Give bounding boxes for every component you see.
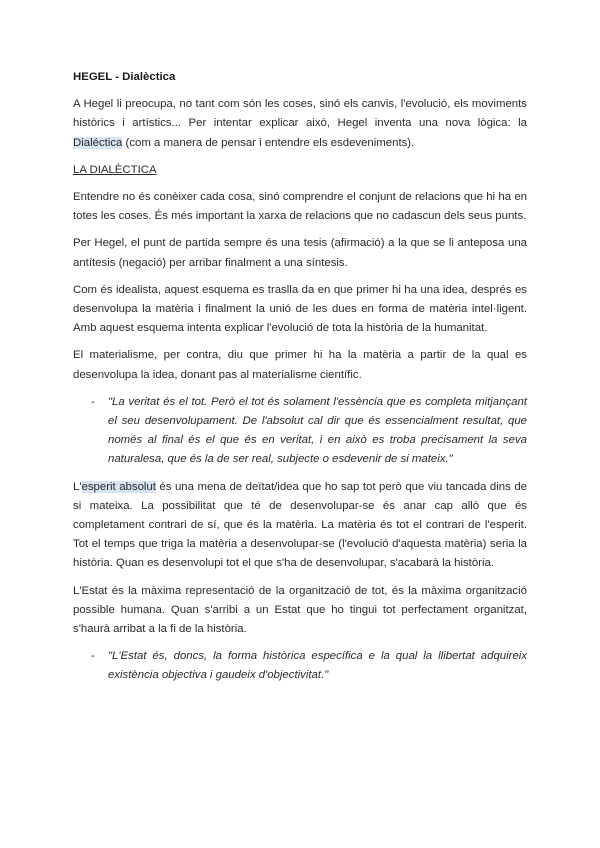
paragraph-idealista: Com és idealista, aquest esquema es traslla da en que primer hi ha una idea, després es desenvolupa la matèria i finalment la unió de les dues en forma de matèria intel·ligent. Amb aquest esquema intenta explicar l'evolució de tota la història de la humanitat. (73, 283, 527, 335)
highlighted-term-dialectica: Dialéctica (73, 136, 123, 149)
intro-text-after: (com a manera de pensar i entendre els esdeveniments). (122, 136, 415, 149)
esperit-text-after: és una mena de deïtat/idea que ho sap tot però que viu tancada dins de si mateixa. La possibilitat que té de desenvolupar-se és anar cap allò que és completament contrari de sí, que és la matèria. La matèria és tot el contrari de l'esperit. Tot el temps que triga la matèria a desenvolupar-se (l'evolució d'aquesta matèria) seria la història. Quan es desenvolupi tot el que s'ha de desenvolupar, s'acabarà la història. (73, 480, 527, 570)
paragraph-estat: L'Estat és la màxima representació de la organització de tot, és la màxima organització possible humana. Quan s'arribi a un Estat que ho tingui tot perfectament organitzat, s'haurà arribat a la fi de la història. (73, 584, 527, 636)
highlighted-term-esperit-absolut: esperit absolut (81, 480, 156, 493)
list-bullet: - (91, 650, 95, 663)
quote-text: "L'Estat és, doncs, la forma històrica específica e la qual la llibertat adquireix existència objectiva i gaudeix d'objectivitat." (108, 650, 527, 682)
list-bullet: - (91, 395, 95, 408)
paragraph-esperit (73, 478, 527, 574)
quote-veritat (73, 393, 527, 470)
intro-text-before: A Hegel li preocupa, no tant com són les coses, sinó els canvis, l'evolució, els moviments històrics i artístics... Per intentar explicar això, Hegel inventa una nova lògica: la (73, 98, 527, 130)
quote-text: "La veritat és el tot. Però el tot és solament l'essència que es completa mitjançant el seu desenvolupament. De l'absolut cal dir que és essencialment resultat, que només al final és el que és en veritat, i en això es troba precisament la seva naturalesa, que és la de ser real, subjecte o esdevenir de si mateix." (108, 395, 527, 466)
document-title: HEGEL - Dialèctica (73, 71, 176, 83)
document-page (73, 68, 527, 694)
paragraph-entendre: Entendre no és conèixer cada cosa, sinó comprendre el conjunt de relacions que hi ha en totes les coses. És més important la xarxa de relacions que no cadascun dels seus punts. (73, 191, 527, 223)
intro-paragraph (73, 95, 527, 153)
esperit-text-before: L' (73, 480, 82, 493)
quote-estat (73, 647, 527, 685)
paragraph-materialisme: El materialisme, per contra, diu que primer hi ha la matèria a partir de la qual es desenvolupa la idea, donant pas al materialisme científic. (73, 349, 527, 381)
section-heading: LA DIALÈCTICA (73, 163, 157, 176)
paragraph-tesis: Per Hegel, el punt de partida sempre és una tesis (afirmació) a la que se li anteposa una antítesis (negació) per arribar finalment a una síntesis. (73, 237, 527, 269)
